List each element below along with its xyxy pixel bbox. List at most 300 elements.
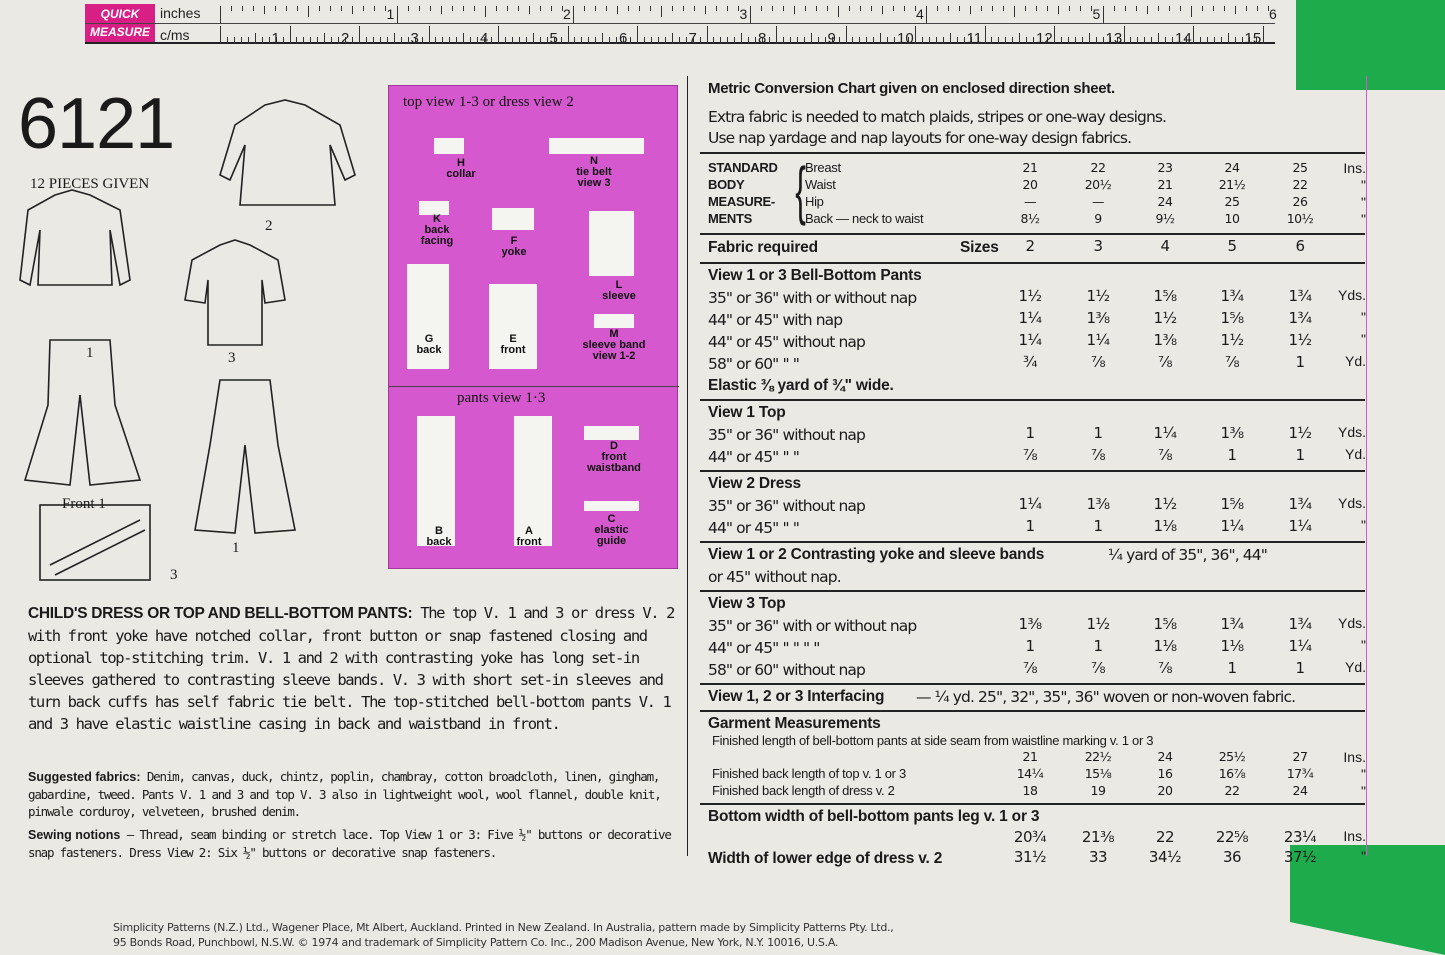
inch-number: 3	[739, 6, 748, 22]
inch-tick	[1169, 6, 1170, 11]
finished-pants-label: Finished length of bell-bottom pants at side seam from waistline marking v. 1 or 3	[712, 733, 1154, 748]
elastic-note: Elastic ⅜ yard of ¾" wide.	[708, 377, 894, 394]
lower-edge-value: 31½	[1013, 848, 1047, 866]
inch-tick	[617, 6, 618, 14]
inch-tick	[474, 6, 475, 11]
divider	[700, 233, 1365, 235]
cm-tick	[324, 33, 325, 44]
yardage-value: 1	[1227, 446, 1237, 464]
inch-tick	[463, 6, 464, 11]
yardage-value: 1¾	[1288, 495, 1312, 513]
inch-tick	[882, 6, 883, 14]
piece-h-letter: H	[457, 157, 465, 169]
yardage-value: 1¼	[1288, 517, 1312, 535]
yardage-value: 1¾	[1220, 615, 1244, 633]
body-row-value: 24	[1224, 160, 1240, 175]
extra-line1: Extra fabric is needed to match plaids, stripes or one-way designs.	[708, 108, 1167, 126]
cm-tick	[547, 37, 548, 44]
inch-tick	[408, 6, 409, 11]
cm-tick	[234, 37, 235, 44]
inch-tick	[595, 6, 596, 11]
pants-view1-sketch	[195, 380, 295, 533]
cm-tick	[366, 37, 367, 44]
cm-number: 13	[1105, 30, 1123, 47]
yardage-unit: "	[1361, 517, 1366, 533]
cm-tick	[804, 37, 805, 44]
body-row-value: 10	[1224, 211, 1240, 226]
cm-tick	[1061, 37, 1062, 44]
badge-line2: MEASURE	[89, 25, 150, 39]
cm-tick	[1165, 37, 1166, 44]
piece-c-name: elastic guide	[594, 524, 629, 547]
cm-tick	[825, 37, 826, 44]
inch-tick	[694, 6, 695, 11]
inch-tick	[231, 6, 232, 11]
yardage-value: 1⅝	[1220, 495, 1244, 513]
cm-number: 14	[1175, 30, 1192, 47]
view-label-1: 1	[86, 345, 94, 361]
cm-tick	[477, 37, 478, 44]
cm-tick	[331, 37, 332, 44]
yardage-value: 1⅜	[1220, 424, 1244, 442]
inch-tick	[970, 6, 971, 14]
cm-tick	[727, 37, 728, 44]
inch-tick	[937, 6, 938, 11]
cm-tick	[491, 37, 492, 44]
yardage-value: ⅞	[1022, 446, 1038, 464]
yardage-unit: Yd.	[1344, 353, 1366, 369]
body-row-label: Back — neck to waist	[805, 211, 924, 226]
dress-length-value: 24	[1292, 783, 1308, 798]
yardage-value: 1⅝	[1220, 309, 1244, 327]
body-row-value: —	[1024, 194, 1036, 209]
yardage-value: 1	[1093, 637, 1103, 655]
divider	[700, 683, 1365, 685]
body-row-unit: "	[1361, 194, 1366, 210]
cm-tick	[1263, 26, 1264, 44]
inch-tick	[783, 6, 784, 11]
inch-tick	[253, 6, 254, 11]
body-row-label: Hip	[805, 194, 824, 209]
cm-tick	[449, 37, 450, 44]
yardage-label: 35" or 36" with or without nap	[708, 617, 917, 635]
cm-tick	[769, 37, 770, 44]
yardage-label: 35" or 36" without nap	[708, 426, 865, 444]
piece-m-label	[579, 329, 649, 362]
yardage-unit: "	[1361, 309, 1366, 325]
piece-e-label	[483, 334, 543, 356]
inch-tick	[573, 6, 574, 23]
size-value: 5	[1227, 237, 1237, 255]
fabrics-text: Denim, canvas, duck, chintz, poplin, chambray, cotton broadcloth, linen, gingham, gabardine, tweed. Pants V. 1 and 3 and top V. 3 also in lightweight wool, wool flannel, double knit, pinwale corduroy, velveteen, brushed denim.	[28, 769, 661, 819]
yardage-value: 1⅜	[1086, 495, 1110, 513]
cm-tick	[658, 37, 659, 44]
cm-number: 5	[549, 30, 558, 47]
piece-n-letter: N	[590, 155, 598, 167]
cm-tick	[713, 37, 714, 44]
section-title: View 1 Top	[708, 404, 786, 421]
cm-tick	[317, 37, 318, 44]
top-view1-sketch	[20, 190, 130, 285]
lower-edge-label: Width of lower edge of dress v. 2	[708, 850, 943, 867]
cm-tick	[526, 37, 527, 44]
cm-tick	[720, 37, 721, 44]
cm-tick	[422, 37, 423, 44]
piece-d-letter: D	[610, 440, 618, 452]
inch-tick	[1202, 6, 1203, 11]
cm-tick	[602, 33, 603, 44]
cm-tick	[581, 37, 582, 44]
yardage-value: 1½	[1086, 615, 1110, 633]
yardage-value: 1	[1025, 424, 1035, 442]
finished-pants-value: 21	[1022, 749, 1038, 764]
lower-edge-unit: "	[1361, 848, 1366, 864]
cm-tick	[241, 37, 242, 44]
piece-l-letter: L	[615, 279, 623, 291]
cm-tick	[1137, 37, 1138, 44]
cm-tick	[1124, 26, 1125, 44]
inch-tick	[705, 6, 706, 14]
cm-number: 8	[758, 30, 767, 47]
size-value: 4	[1160, 237, 1170, 255]
yardage-label: 44" or 45" " "	[708, 448, 799, 466]
inch-tick	[374, 6, 375, 11]
cm-tick	[846, 26, 847, 44]
inch-tick	[772, 6, 773, 11]
inch-tick	[672, 6, 673, 11]
yardage-value: ⅞	[1157, 353, 1173, 371]
dress-length-value: 20	[1157, 783, 1173, 798]
cm-tick	[262, 37, 263, 44]
cm-tick	[269, 37, 270, 44]
inch-tick	[959, 6, 960, 11]
cm-tick	[616, 37, 617, 44]
bottom-width-value: 20¾	[1013, 828, 1047, 846]
piece-a-label	[499, 526, 559, 548]
cm-tick	[707, 26, 708, 44]
inch-number: 5	[1092, 6, 1101, 22]
cm-tick	[1096, 37, 1097, 44]
inch-tick	[1224, 6, 1225, 11]
cm-tick	[394, 33, 395, 44]
cm-number: 11	[966, 30, 983, 47]
piece-l-label	[589, 280, 649, 302]
inch-tick	[496, 6, 497, 11]
contrast-text2: or 45" without nap.	[708, 568, 841, 586]
yardage-value: ⅞	[1224, 353, 1240, 371]
cm-tick	[470, 37, 471, 44]
body-row-value: 24	[1157, 194, 1173, 209]
cm-tick	[463, 33, 464, 44]
inch-tick	[805, 6, 806, 11]
inch-tick	[1191, 6, 1192, 17]
inch-tick	[650, 6, 651, 11]
inch-tick	[639, 6, 640, 11]
inch-tick	[363, 6, 364, 11]
inch-tick	[981, 6, 982, 11]
inch-tick	[1047, 6, 1048, 11]
top-pieces-heading: top view 1-3 or dress view 2	[403, 94, 574, 110]
extra-fabric-note	[708, 107, 1166, 149]
body-row-value: 21	[1022, 160, 1038, 175]
body-row-value: 9	[1094, 211, 1102, 226]
cm-tick	[1103, 37, 1104, 44]
cm-tick	[290, 26, 291, 44]
cm-number: 12	[1036, 30, 1053, 47]
size-value: 2	[1025, 237, 1035, 255]
size-value: 3	[1093, 237, 1103, 255]
cm-tick	[359, 26, 360, 44]
cm-tick	[505, 37, 506, 44]
cm-tick	[894, 37, 895, 44]
inch-tick	[242, 6, 243, 11]
cm-tick	[255, 33, 256, 44]
inch-tick	[485, 6, 486, 17]
cm-tick	[1193, 26, 1194, 44]
inch-number: 1	[386, 6, 395, 22]
cm-tick	[595, 37, 596, 44]
piece-d-label	[579, 441, 649, 474]
description-title: CHILD'S DRESS OR TOP AND BELL-BOTTOM PANTS:	[28, 605, 413, 622]
inch-number: 4	[916, 6, 924, 22]
cm-tick	[922, 37, 923, 44]
cm-number: 7	[688, 30, 697, 47]
publisher-footer	[113, 920, 1343, 950]
inch-tick	[1036, 6, 1037, 11]
cm-tick	[1012, 37, 1013, 44]
cm-tick	[929, 37, 930, 44]
body-row-value: 8½	[1020, 211, 1040, 226]
contrast-title: View 1 or 2 Contrasting yoke and sleeve bands	[708, 546, 1045, 563]
yardage-value: 1⅜	[1018, 615, 1042, 633]
top-view3-sketch	[185, 240, 285, 345]
inch-tick	[419, 6, 420, 11]
cm-tick	[734, 37, 735, 44]
yardage-value: 1½	[1153, 495, 1177, 513]
cm-tick	[776, 26, 777, 44]
inch-tick	[1180, 6, 1181, 11]
badge-line1: QUICK	[100, 7, 140, 21]
dress-length-value: 22	[1224, 783, 1240, 798]
cm-tick	[1214, 37, 1215, 44]
piece-h-name: collar	[446, 168, 476, 180]
inch-tick	[992, 6, 993, 11]
body-row-value: 26	[1292, 194, 1308, 209]
extra-line2: Use nap yardage and nap layouts for one-way design fabrics.	[708, 129, 1132, 147]
piece-n-tie-belt	[549, 138, 644, 154]
pants-front-sketch	[25, 340, 140, 485]
standard-label-1: BODY	[708, 177, 745, 192]
inch-tick	[275, 6, 276, 11]
cm-number: 6	[619, 30, 628, 47]
cm-tick	[352, 37, 353, 44]
body-row-value: 20	[1022, 177, 1038, 192]
inch-tick	[1058, 6, 1059, 14]
cm-tick	[866, 37, 867, 44]
inch-tick	[551, 6, 552, 11]
cm-tick	[283, 37, 284, 44]
yardage-value: 1⅜	[1086, 309, 1110, 327]
lower-edge-value: 37½	[1283, 848, 1317, 866]
piece-k-label	[407, 214, 467, 247]
cm-tick	[915, 26, 916, 44]
top-length-value: 16⅞	[1218, 766, 1246, 781]
piece-g-letter: G	[424, 333, 434, 345]
inch-tick	[683, 6, 684, 11]
cm-tick	[665, 37, 666, 44]
yardage-label: 35" or 36" without nap	[708, 497, 865, 515]
yardage-unit: Yds.	[1337, 424, 1366, 440]
cm-tick	[748, 37, 749, 44]
top-length-value: 15⅛	[1084, 766, 1112, 781]
cm-tick	[1228, 33, 1229, 44]
inch-tick	[750, 6, 751, 23]
cm-tick	[943, 37, 944, 44]
view-label-belt-3: 3	[170, 567, 178, 583]
cm-tick	[1242, 37, 1243, 44]
body-row-value: 10½	[1286, 211, 1314, 226]
cm-tick	[296, 37, 297, 44]
dress-length-unit: "	[1361, 783, 1366, 799]
divider	[700, 590, 1365, 592]
inch-tick	[1125, 6, 1126, 11]
yardage-value: 1¼	[1086, 331, 1110, 349]
inch-number: 6	[1269, 6, 1277, 22]
notions-title: Sewing notions	[28, 828, 121, 842]
pattern-description	[28, 602, 683, 735]
yardage-label: 58" or 60" without nap	[708, 661, 865, 679]
standard-label-3: MENTS	[708, 211, 753, 226]
view-label-2: 2	[265, 218, 273, 234]
yardage-value: 1⅛	[1153, 637, 1177, 655]
inch-tick	[441, 6, 442, 14]
cm-tick	[574, 37, 575, 44]
yardage-value: 1½	[1288, 331, 1312, 349]
piece-d-name: front waistband	[587, 451, 641, 474]
piece-d-waistband	[584, 426, 639, 440]
pants-pieces-heading: pants view 1·3	[457, 390, 546, 406]
cm-number: 15	[1244, 30, 1262, 47]
top-length-label: Finished back length of top v. 1 or 3	[712, 766, 906, 781]
cm-tick	[429, 26, 430, 44]
garment-measurements-title: Garment Measurements	[708, 715, 881, 732]
dress-sketch	[220, 100, 355, 205]
piece-m-letter: M	[609, 328, 619, 340]
cm-tick	[561, 37, 562, 44]
footer-line1: Simplicity Patterns (N.Z.) Ltd., Wagener Place, Mt Albert, Auckland. Printed in New Zealand. In Australia, pattern made by Simplicity Patterns Pty. Ltd.,	[113, 921, 894, 934]
cm-tick	[1207, 37, 1208, 44]
inch-tick	[220, 6, 221, 23]
inch-tick	[727, 6, 728, 11]
cm-tick	[373, 37, 374, 44]
description-body: The top V. 1 and 3 or dress V. 2 with front yoke have notched collar, front button or snap fastened closing and optional top-stitching trim. V. 1 and 2 with contrasting yoke has long set-in sleeves gathered to contrasting sleeve bands. V. 3 with short set-in sleeves and turn back cuffs has self fabric tie belt. The top-stitched bell-bottom pants V. 1 and 3 have elastic waistline casing in back and waistband in front.	[28, 604, 675, 733]
cm-tick	[387, 37, 388, 44]
yardage-label: 44" or 45" " "	[708, 519, 799, 537]
inch-tick	[297, 6, 298, 11]
yardage-value: 1¼	[1288, 637, 1312, 655]
cm-tick	[1221, 37, 1222, 44]
cm-tick	[588, 37, 589, 44]
bottom-width-value: 21⅜	[1081, 828, 1115, 846]
cm-tick	[630, 37, 631, 44]
interfacing-title: View 1, 2 or 3 Interfacing	[708, 688, 885, 705]
inch-tick	[330, 6, 331, 11]
yardage-value: ¾	[1022, 353, 1038, 371]
yardage-value: 1	[1093, 424, 1103, 442]
body-row-value: 21	[1157, 177, 1173, 192]
inch-tick	[286, 6, 287, 11]
cm-tick	[672, 33, 673, 44]
lower-edge-value: 33	[1088, 848, 1108, 866]
piece-e-letter: E	[509, 333, 517, 345]
cm-tick	[991, 37, 992, 44]
cm-tick	[1200, 37, 1201, 44]
piece-c-label	[579, 514, 644, 547]
body-row-value: 25	[1224, 194, 1240, 209]
inch-tick	[1114, 6, 1115, 11]
inch-tick	[827, 6, 828, 11]
body-row-value: —	[1092, 194, 1104, 209]
inch-tick	[628, 6, 629, 11]
yardage-value: ⅞	[1157, 446, 1173, 464]
inch-tick	[452, 6, 453, 11]
interfacing-text: — ¼ yd. 25", 32", 35", 36" woven or non-woven fabric.	[916, 688, 1296, 706]
yardage-value: 1½	[1288, 424, 1312, 442]
yardage-value: 1⅝	[1153, 287, 1177, 305]
cm-tick	[700, 37, 701, 44]
piece-k-name: back facing	[420, 224, 454, 247]
cm-tick	[1172, 37, 1173, 44]
bottom-width-value: 22	[1155, 828, 1175, 846]
body-row-value: 23	[1157, 160, 1173, 175]
body-row-value: 22	[1292, 177, 1308, 192]
yardage-label: 44" or 45" " " " "	[708, 639, 820, 657]
piece-f-letter: F	[510, 235, 518, 247]
yardage-value: 1¼	[1018, 331, 1042, 349]
cm-tick	[1089, 33, 1090, 44]
inch-tick	[1136, 6, 1137, 11]
cm-tick	[1235, 37, 1236, 44]
suggested-fabrics	[28, 768, 683, 820]
pieces-given: 12 PIECES GIVEN	[30, 176, 150, 192]
cm-tick	[227, 37, 228, 44]
sizes-label: Sizes	[960, 239, 999, 256]
inch-tick	[1069, 6, 1070, 11]
top-length-value: 16	[1157, 766, 1173, 781]
cm-tick	[512, 37, 513, 44]
cm-number: 2	[341, 30, 350, 47]
metric-conversion-note: Metric Conversion Chart given on enclosed direction sheet.	[708, 80, 1115, 97]
yardage-value: 1	[1093, 517, 1103, 535]
yardage-label: 44" or 45" with nap	[708, 311, 843, 329]
inch-tick	[1025, 6, 1026, 11]
yardage-value: 1¾	[1288, 615, 1312, 633]
cm-tick	[435, 37, 436, 44]
cm-tick	[1144, 37, 1145, 44]
cm-tick	[456, 37, 457, 44]
inch-tick	[606, 6, 607, 11]
fabric-required-label: Fabric required	[708, 239, 818, 256]
cm-tick	[873, 37, 874, 44]
cm-tick	[839, 37, 840, 44]
cm-tick	[338, 37, 339, 44]
finished-pants-unit: Ins.	[1343, 749, 1366, 765]
yardage-value: ⅞	[1157, 659, 1173, 677]
inch-tick	[893, 6, 894, 11]
sewing-notions	[28, 826, 683, 861]
piece-k-letter: K	[433, 213, 441, 225]
body-row-value: 21½	[1218, 177, 1246, 192]
